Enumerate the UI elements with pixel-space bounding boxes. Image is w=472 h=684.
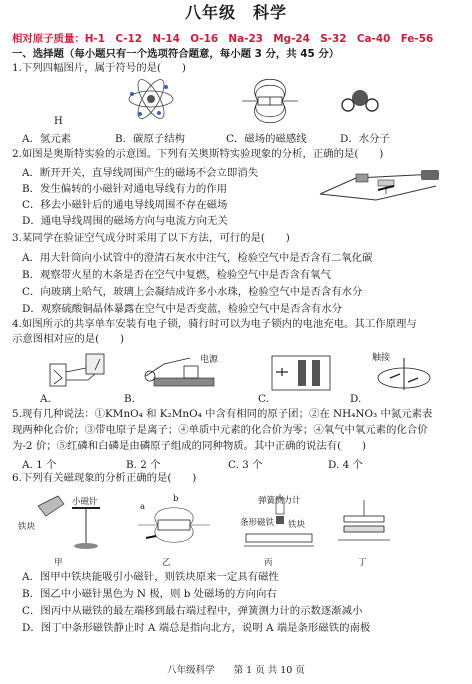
figure-yi-icon [136, 500, 212, 552]
q3-option-c: C．向玻璃上哈气，玻璃上会凝结成许多小水珠，检验空气中是否含有水分 [22, 286, 363, 298]
oersted-experiment-icon [316, 164, 456, 206]
q6-option-c: C．图丙中从磁铁的最左端移到最右端过程中，弹簧测力计的示数逐渐减小 [22, 605, 363, 617]
q6-label-yi: 乙 [162, 558, 171, 568]
q5-line3: 为-2 价；⑤红磷和白磷是由磷原子组成的同种物质。其中正确的说法有( ) [12, 440, 367, 452]
q1-symbol-h: H [54, 116, 63, 127]
q4-stem-line1: 4.如图所示的共享单车安装有电子锁，骑行时可以为电子锁内的电池充电。其工作原理与 [12, 318, 417, 330]
q4-option-c: C. [258, 393, 269, 405]
q1-option-c: C．磁场的磁感线 [226, 133, 307, 145]
q6-label-b: b [173, 494, 179, 504]
q5-line1: 5.现有几种说法：①KMnO₄ 和 K₂MnO₄ 中含有相同的原子团；②在 NH₄NO₃ 中氮元素表 [12, 408, 433, 420]
electromagnet-diagram-c-icon [268, 350, 334, 394]
generator-diagram-a-icon [48, 350, 108, 394]
q6-label-jia: 甲 [54, 558, 63, 568]
q4-label-contact: 触接 [372, 353, 391, 363]
q6-label-bar-magnet: 条形磁铁 [240, 518, 275, 528]
q6-option-a: A．图甲中铁块能吸引小磁针，则铁块原来一定具有磁性 [22, 571, 279, 583]
q5-option-b: B. 2 个 [126, 459, 161, 471]
q6-label-iron-a: 铁块 [18, 522, 36, 532]
q2-option-c: C．移去小磁针后的通电导线周围不存在磁场 [22, 199, 228, 211]
water-molecule-icon [340, 88, 380, 114]
q1-option-d: D．水分子 [340, 133, 390, 145]
q1-stem: 1.下列四幅图片，属于符号的是( ) [12, 62, 186, 74]
q4-stem-line2: 示意图相对应的是( ) [12, 333, 125, 345]
q4-label-power: 电源 [200, 355, 219, 365]
q5-line2: 现两种化合价；③带电原子是离子；④单质中元素的化合价为零；④氧气中氧元素的化合价 [12, 424, 428, 436]
magnetic-field-lines-icon [240, 80, 300, 122]
figure-ding-icon [334, 500, 394, 550]
q3-stem: 3.某同学在验证空气成分时采用了以下方法，可行的是( ) [12, 232, 290, 244]
q2-stem: 2.如图是奥斯特实验的示意图。下列有关奥斯特实验现象的分析，正确的是( ) [12, 148, 384, 160]
q4-option-d: D. [350, 393, 362, 405]
q6-label-compass: 小磁针 [72, 497, 98, 507]
q6-option-d: D．图丁中条形磁铁静止时 A 端总是指向北方，说明 A 端是条形磁铁的南极 [22, 622, 371, 634]
q2-option-a: A．断开开关，直导线周围产生的磁场不会立即消失 [22, 167, 259, 179]
q4-option-b: B. [124, 393, 135, 405]
q5-option-a: A. 1 个 [22, 459, 57, 471]
q6-label-bing: 丙 [264, 558, 273, 568]
page-title: 八年级 科学 [184, 3, 287, 22]
q5-option-d: D. 4 个 [328, 459, 363, 471]
q3-option-b: B．观察带火星的木条是否在空气中复燃，检验空气中是否含有氧气 [22, 269, 331, 281]
q6-option-b: B．图乙中小磁针黑色为 N 极，则 b 处磁场的方向向右 [22, 588, 277, 600]
atomic-masses-note: 相对原子质量：H-1 C-12 N-14 O-16 Na-23 Mg-24 S-32 Ca-40 Fe-56 [12, 33, 434, 45]
section-heading: 一、选择题（每小题只有一个选项符合题意，每小题 3 分，共 45 分） [12, 48, 340, 60]
q1-option-b: B．碳原子结构 [115, 133, 185, 145]
q5-option-c: C. 3 个 [228, 459, 263, 471]
q4-option-a: A. [40, 393, 51, 405]
q3-option-a: A．用大针筒向小试管中的澄清石灰水中注气，检验空气中是否含有二氧化碳 [22, 252, 373, 264]
q6-label-iron-b: 铁块 [288, 520, 306, 530]
q2-option-b: B．发生偏转的小磁针对通电导线有力的作用 [22, 183, 228, 195]
page-footer: 八年级科学 第 1 页 共 10 页 [167, 665, 305, 676]
q6-label-ding: 丁 [358, 558, 367, 568]
atom-diagram-icon [126, 78, 176, 120]
q2-option-d: D．通电导线周围的磁场方向与电流方向无关 [22, 215, 228, 227]
q3-option-d: D．观察硫酸铜晶体暴露在空气中是否变蓝，检验空气中是否含有水分 [22, 303, 343, 315]
q6-label-spring-scale: 弹簧测力计 [258, 496, 301, 506]
q6-label-a: a [140, 502, 146, 512]
q1-option-a: A．氢元素 [22, 133, 72, 145]
q6-stem: 6.下列有关磁现象的分析正确的是( ) [12, 472, 197, 484]
